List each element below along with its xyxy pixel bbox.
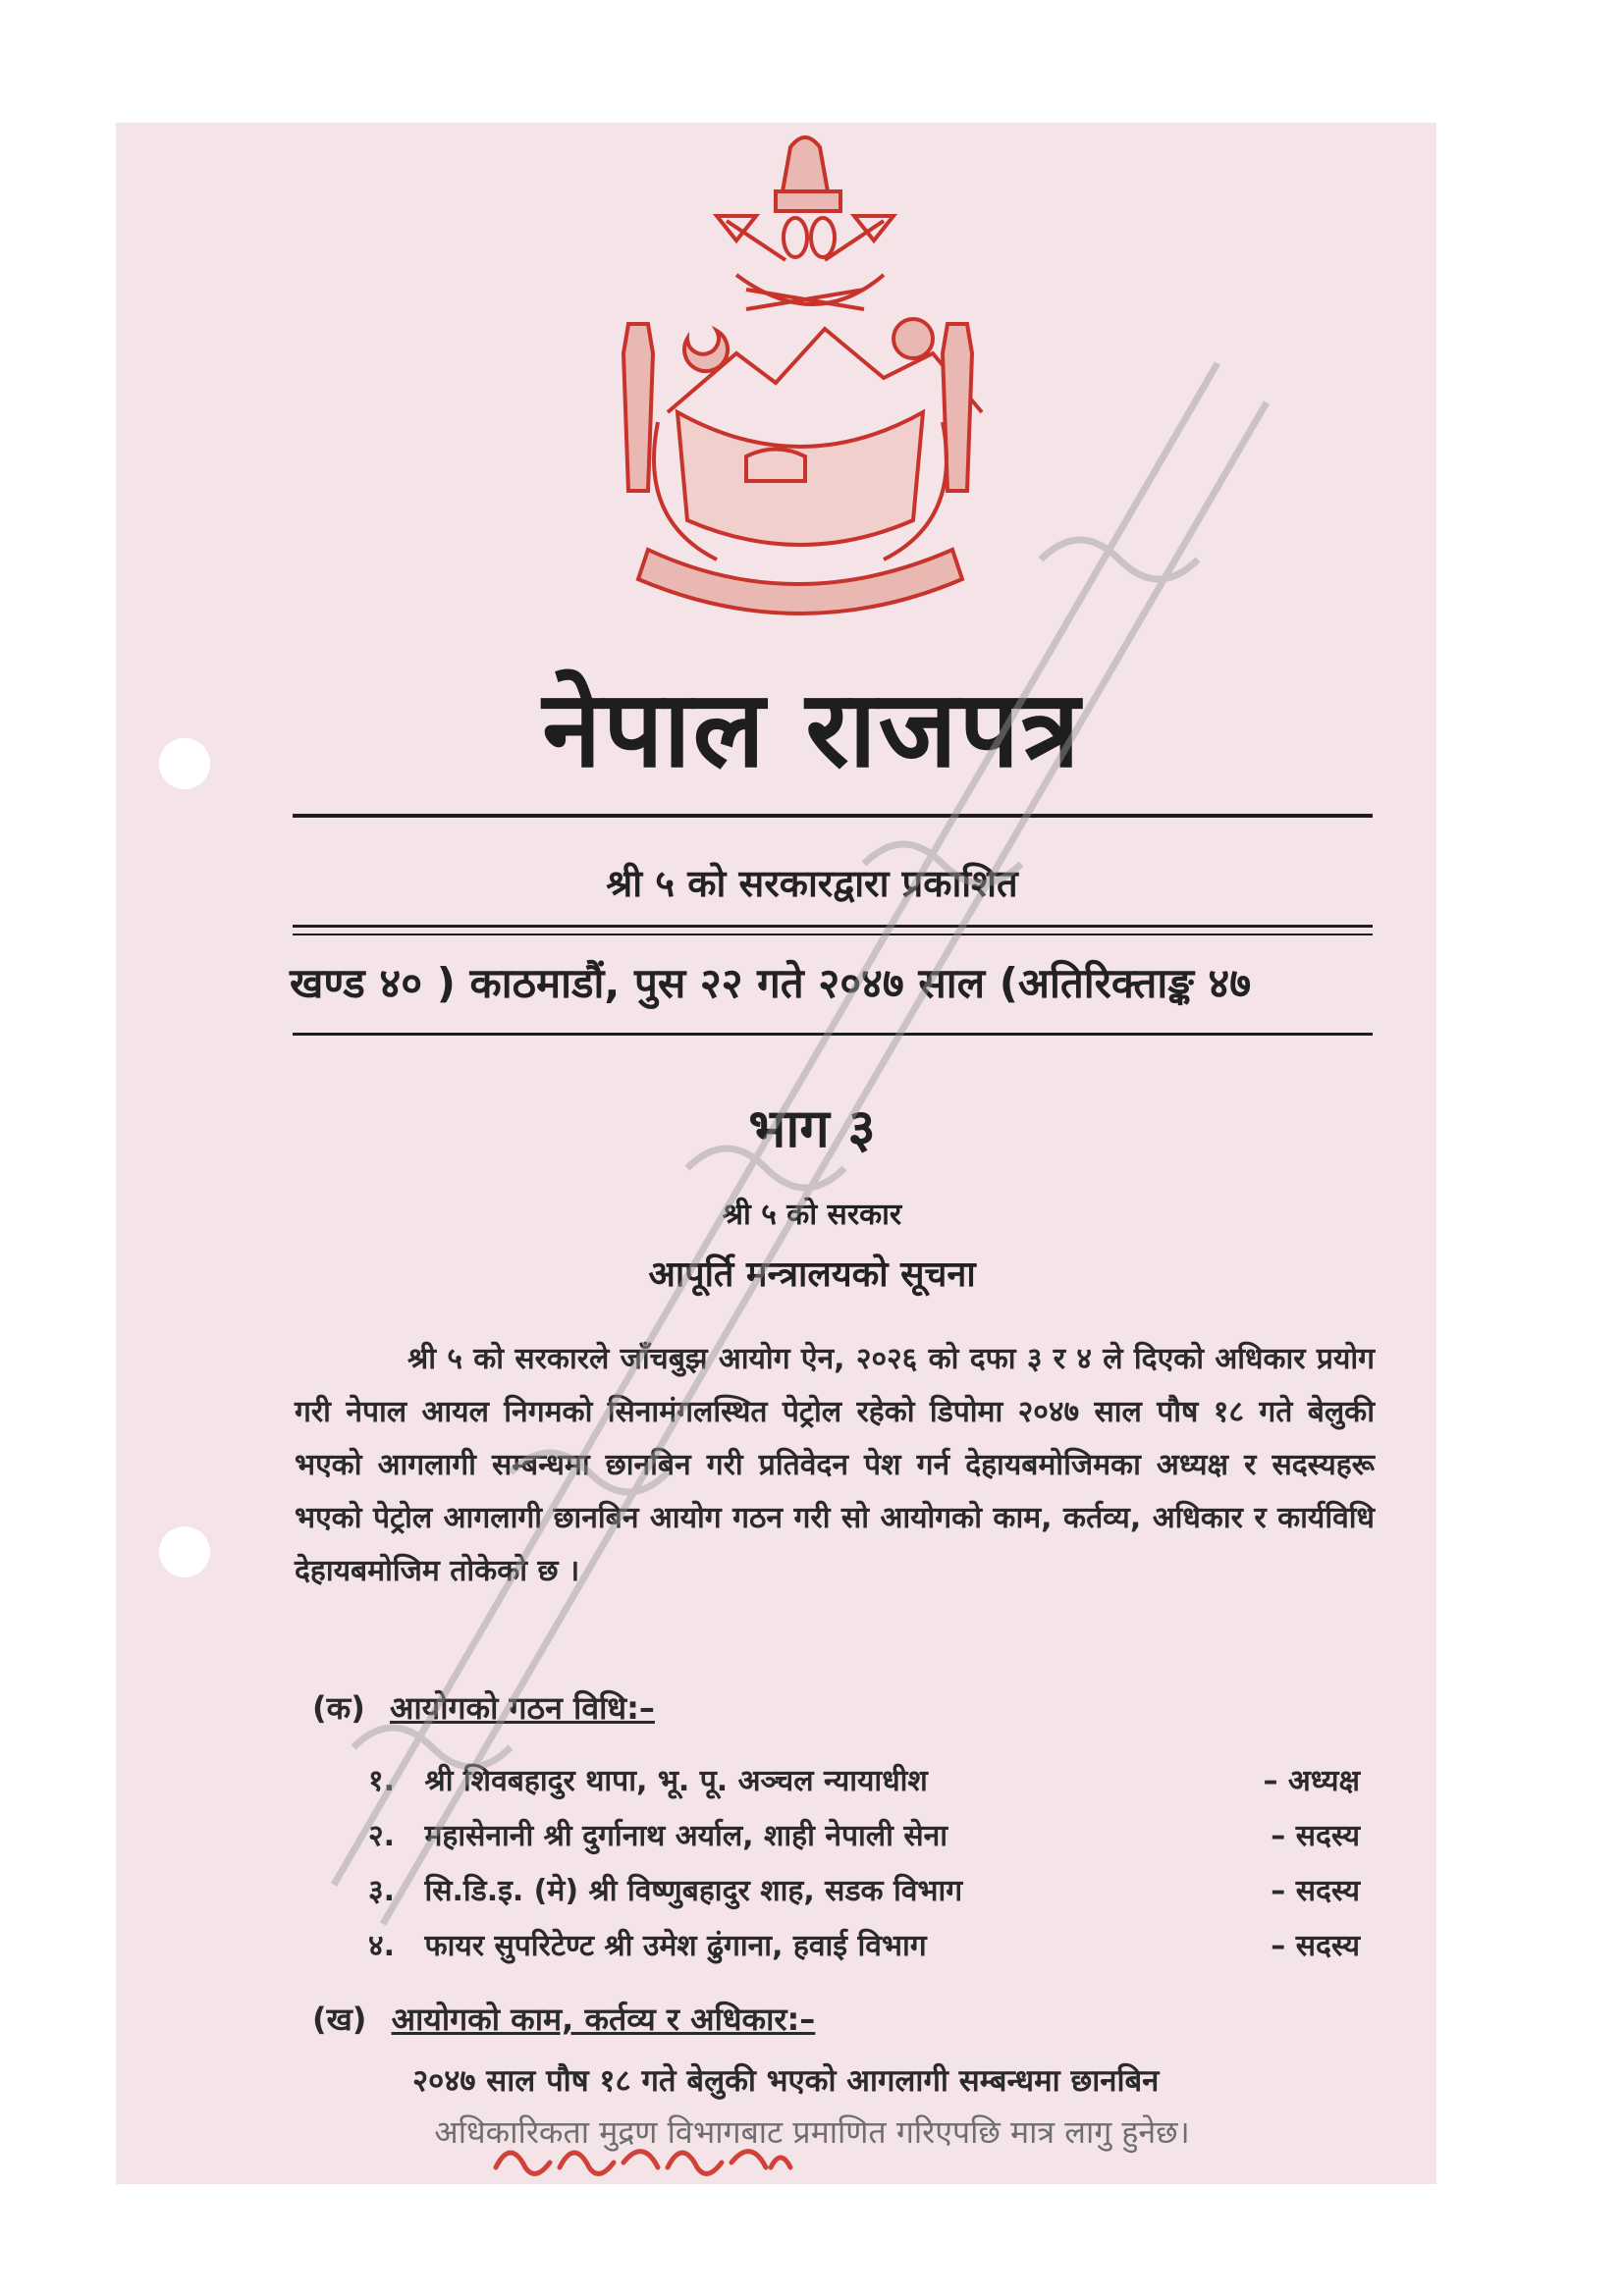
member-number: २.	[368, 1819, 395, 1853]
part-heading: भाग ३	[748, 1097, 876, 1159]
intro-paragraph	[295, 1333, 1375, 1598]
member-name: महासेनानी श्री दुर्गानाथ अर्याल, शाही नेपाली सेना	[424, 1819, 948, 1853]
handwritten-number	[486, 2128, 800, 2187]
section-kha-marker: (ख)	[312, 2001, 367, 2038]
section-kha-heading	[312, 1998, 815, 2040]
ministry-notice-heading: आपूर्ति मन्त्रालयको सूचना	[648, 1255, 976, 1295]
section-ka-title: आयोगको गठन विधि:–	[389, 1689, 655, 1727]
member-role: – सदस्य	[1271, 1929, 1360, 1963]
member-role: – सदस्य	[1271, 1819, 1360, 1853]
member-row	[368, 1759, 1360, 1799]
member-number: ४.	[368, 1929, 395, 1963]
authentication-note: अधिकारिकता मुद्रण विभागबाट प्रमाणित गरिएपछि मात्र लागु हुनेछ।	[434, 2113, 1190, 2151]
authority-line: श्री ५ को सरकार	[722, 1198, 902, 1232]
member-row	[368, 1924, 1360, 1964]
member-row	[368, 1869, 1360, 1909]
issue-rule-bottom	[293, 1033, 1373, 1036]
issue-rule-top-2	[293, 934, 1373, 935]
member-row	[368, 1814, 1360, 1854]
member-role: – सदस्य	[1271, 1874, 1360, 1908]
issue-line: खण्ड ४० ) काठमाडौं, पुस २२ गते २०४७ साल (अतिरिक्ताङ्क ४७	[290, 959, 1252, 1007]
intro-paragraph-text: श्री ५ को सरकारले जाँचबुझ आयोग ऐन, २०२६ को दफा ३ र ४ ले दिएको अधिकार प्रयोग गरी नेपाल आयल निगमको सिनामंगलस्थित पेट्रोल रहेको डिपोमा २०४७ साल पौष १८ गते बेलुकी भएको आगलागी सम्बन्धमा छानबिन गरी प्रतिवेदन पेश गर्न देहायबमोजिमका अध्यक्ष र सदस्यहरू भएको पेट्रोल आगलागी छानबिन आयोग गठन गरी सो आयोगको काम, कर्तव्य, अधिकार र कार्यविधि देहायबमोजिम तोकेको छ ।	[295, 1342, 1375, 1588]
title-rule	[293, 814, 1373, 818]
punch-hole-bottom	[159, 1526, 210, 1577]
continuation-line: २०४७ साल पौष १८ गते बेलुकी भएको आगलागी सम्बन्धमा छानबिन	[412, 2063, 1160, 2099]
issue-rule-top	[293, 925, 1373, 928]
gazette-title: नेपाल राजपत्र	[542, 668, 1082, 791]
section-ka-marker: (क)	[312, 1689, 365, 1727]
section-ka-heading	[312, 1686, 655, 1729]
member-number: ३.	[368, 1874, 395, 1908]
member-name: सि.डि.इ. (मे) श्री विष्णुबहादुर शाह, सडक विभाग	[424, 1874, 963, 1908]
published-by-line: श्री ५ को सरकारद्वारा प्रकाशित	[606, 862, 1018, 905]
member-role: – अध्यक्ष	[1263, 1764, 1360, 1798]
member-name: श्री शिवबहादुर थापा, भू. पू. अञ्चल न्यायाधीश	[424, 1764, 928, 1798]
member-name: फायर सुपरिटेण्ट श्री उमेश ढुंगाना, हवाई विभाग	[424, 1929, 927, 1963]
coat-of-arms-emblem	[589, 128, 1011, 618]
member-number: १.	[368, 1764, 395, 1798]
section-kha-title: आयोगको काम, कर्तव्य र अधिकार:–	[391, 2001, 816, 2038]
